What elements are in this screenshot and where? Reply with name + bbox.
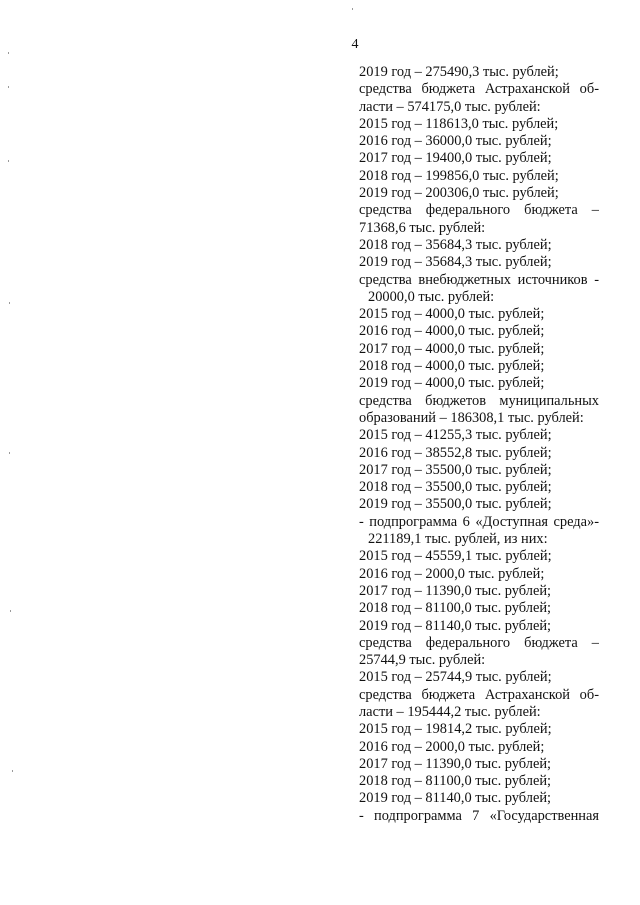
document-text-column: [359, 64, 599, 825]
document-line: 71368,6 тыс. рублей:: [359, 219, 486, 236]
document-line: 2019 год – 35684,3 тыс. рублей;: [359, 254, 552, 271]
document-line: 2017 год – 4000,0 тыс. рублей;: [359, 340, 545, 357]
document-line: 25744,9 тыс. рублей:: [359, 652, 486, 669]
document-line: средства внебюджетных источников -: [359, 271, 599, 288]
document-line: 2015 год – 118613,0 тыс. рублей;: [359, 115, 559, 132]
document-line: 2018 год – 35500,0 тыс. рублей;: [359, 479, 552, 496]
scan-artifact: [9, 302, 10, 304]
document-line: 2019 год – 200306,0 тыс. рублей;: [359, 185, 559, 202]
scan-artifact: [352, 8, 353, 10]
document-line: 2019 год – 81140,0 тыс. рублей;: [359, 790, 552, 807]
document-line: 2017 год – 19400,0 тыс. рублей;: [359, 150, 552, 167]
document-line: 2016 год – 4000,0 тыс. рублей;: [359, 323, 545, 340]
document-line: 2015 год – 4000,0 тыс. рублей;: [359, 306, 545, 323]
document-line: 2019 год – 4000,0 тыс. рублей;: [359, 375, 545, 392]
document-line: 221189,1 тыс. рублей, из них:: [368, 531, 548, 548]
document-line: 2015 год – 25744,9 тыс. рублей;: [359, 669, 552, 686]
scan-artifact: [12, 770, 13, 772]
document-line: - подпрограмма 7 «Государственная: [359, 807, 599, 824]
document-line: 2018 год – 81100,0 тыс. рублей;: [359, 600, 552, 617]
document-line: средства бюджета Астраханской об-: [359, 686, 599, 703]
document-line: средства бюджетов муниципальных: [359, 392, 599, 409]
scan-artifact: [8, 86, 9, 88]
scan-artifact: [8, 160, 9, 162]
document-line: 2018 год – 81100,0 тыс. рублей;: [359, 773, 552, 790]
document-line: 2019 год – 81140,0 тыс. рублей;: [359, 617, 552, 634]
document-line: 2016 год – 2000,0 тыс. рублей;: [359, 565, 545, 582]
document-line: 2019 год – 35500,0 тыс. рублей;: [359, 496, 552, 513]
document-line: ласти – 195444,2 тыс. рублей:: [359, 703, 541, 720]
document-line: 2017 год – 11390,0 тыс. рублей;: [359, 582, 552, 599]
document-line: - подпрограмма 6 «Доступная среда»-: [359, 513, 599, 530]
scan-artifact: [8, 52, 9, 54]
scan-artifact: [9, 452, 10, 454]
document-line: 2016 год – 36000,0 тыс. рублей;: [359, 133, 552, 150]
document-line: образований – 186308,1 тыс. рублей:: [359, 409, 584, 426]
document-line: 2018 год – 199856,0 тыс. рублей;: [359, 167, 559, 184]
document-line: 2015 год – 19814,2 тыс. рублей;: [359, 721, 552, 738]
document-line: 20000,0 тыс. рублей:: [368, 288, 495, 305]
document-line: 2018 год – 4000,0 тыс. рублей;: [359, 358, 545, 375]
document-line: 2016 год – 38552,8 тыс. рублей;: [359, 444, 552, 461]
page-number: 4: [351, 37, 359, 52]
scan-artifact: [10, 610, 11, 612]
document-line: 2015 год – 41255,3 тыс. рублей;: [359, 427, 552, 444]
document-line: 2018 год – 35684,3 тыс. рублей;: [359, 236, 552, 253]
document-line: ласти – 574175,0 тыс. рублей:: [359, 98, 541, 115]
document-line: средства федерального бюджета –: [359, 202, 599, 219]
document-line: 2017 год – 35500,0 тыс. рублей;: [359, 461, 552, 478]
document-line: средства бюджета Астраханской об-: [359, 81, 599, 98]
document-line: 2015 год – 45559,1 тыс. рублей;: [359, 548, 552, 565]
document-line: 2017 год – 11390,0 тыс. рублей;: [359, 755, 552, 772]
document-line: 2016 год – 2000,0 тыс. рублей;: [359, 738, 545, 755]
document-line: 2019 год – 275490,3 тыс. рублей;: [359, 64, 559, 80]
document-line: средства федерального бюджета –: [359, 634, 599, 651]
